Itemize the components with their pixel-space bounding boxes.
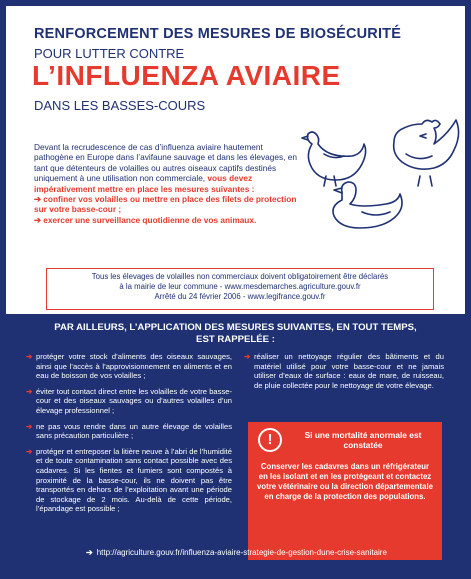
title-line-1: RENFORCEMENT DES MESURES DE BIOSÉCURITÉ [34, 26, 402, 42]
measures-right-column [244, 352, 444, 396]
measure-item: ➔ réaliser un nettoyage régulier des bâtiments et du matériel utilisé pour votre basse-cour et ne jamais utiliser d’eaux de surface : eaux de mare, de ruisseau, de pluie collectée pour le nettoyage de votre élevage. [244, 352, 444, 390]
intro-text: Devant la recrudescence de cas d’influenza aviaire hautement pathogène en Europe dans l’avifaune sauvage et dans les élevages, en tant que détenteurs de volailles ou autres oiseaux captifs destinés uniquement à une utilisation non commerciale, [34, 142, 297, 184]
footer-link[interactable]: ➔ http://agriculture.gouv.fr/influenza-aviaire-strategie-de-gestion-dune-crise-sanitaire [86, 548, 387, 557]
intro-paragraph [34, 142, 298, 225]
arrow-icon: ➔ [86, 548, 93, 557]
measure-item: ➔ protéger et entreposer la litière neuve à l’abri de l’humidité et de toute contamination sans contact possible avec des cadavres. Si les fientes et fumiers sont compostés à proximité de la basse-cour, ils ne doivent pas être transportés en dehors de l’exploitation avant une période de stockage de 2 mois. Au-delà de cette période, l’épandage est possible ; [26, 446, 232, 514]
measure-item: ➔ protéger votre stock d’aliments des oiseaux sauvages, ainsi que l’accès à l’approvisionnement en aliments et en eau de boisson de vos volailles ; [26, 352, 232, 381]
arrow-icon: ➔ [244, 352, 251, 361]
title-line-2: POUR LUTTER CONTRE [34, 46, 185, 61]
measures-title: PAR AILLEURS, L’APPLICATION DES MESURES SUIVANTES, EN TOUT TEMPS, EST RAPPELÉE : [54, 322, 417, 345]
measure-item: ➔ ne pas vous rendre dans un autre élevage de volailles sans précaution particulière ; [26, 421, 232, 441]
exclamation-icon: ! [258, 428, 282, 452]
top-panel [6, 6, 465, 314]
notice-line: Arrêté du 24 février 2006 - www.legifrance.gouv.fr [154, 292, 326, 301]
notice-line: à la mairie de leur commune - www.mesdemarches.agriculture.gouv.fr [119, 282, 361, 291]
intro-emphasis: vous devez impérativement mettre en place les mesures suivantes : [34, 173, 255, 194]
notice-line: Tous les élevages de volailles non commerciaux doivent obligatoirement être déclarés [91, 272, 389, 281]
alert-title: Si une mortalité anormale est constatée [304, 430, 422, 451]
intro-bullet: ➔ confiner vos volailles ou mettre en place des filets de protection sur votre basse-cour ; [34, 194, 297, 215]
measures-left-column [26, 352, 232, 520]
poultry-illustration-icon [294, 114, 464, 244]
alert-body: Conserver les cadavres dans un réfrigérateur en les isolant et en les protégeant et contactez votre vétérinaire ou la direction départementale en charge de la protection des populations. [257, 462, 433, 501]
mortality-alert-box [248, 422, 442, 560]
arrow-icon: ➔ [26, 352, 33, 361]
arrow-icon: ➔ [26, 446, 33, 456]
title-line-4: DANS LES BASSES-COURS [34, 98, 206, 113]
declaration-notice [46, 268, 434, 310]
title-main: L’INFLUENZA AVIAIRE [32, 60, 341, 91]
intro-bullet: ➔ exercer une surveillance quotidienne de vos animaux. [34, 214, 257, 225]
measure-item: ➔ éviter tout contact direct entre les volailles de votre basse-cour et des oiseaux sauvages ou d’autres volailles d’un élevage professionnel ; [26, 386, 232, 415]
arrow-icon: ➔ [26, 421, 33, 431]
arrow-icon: ➔ [26, 386, 33, 396]
